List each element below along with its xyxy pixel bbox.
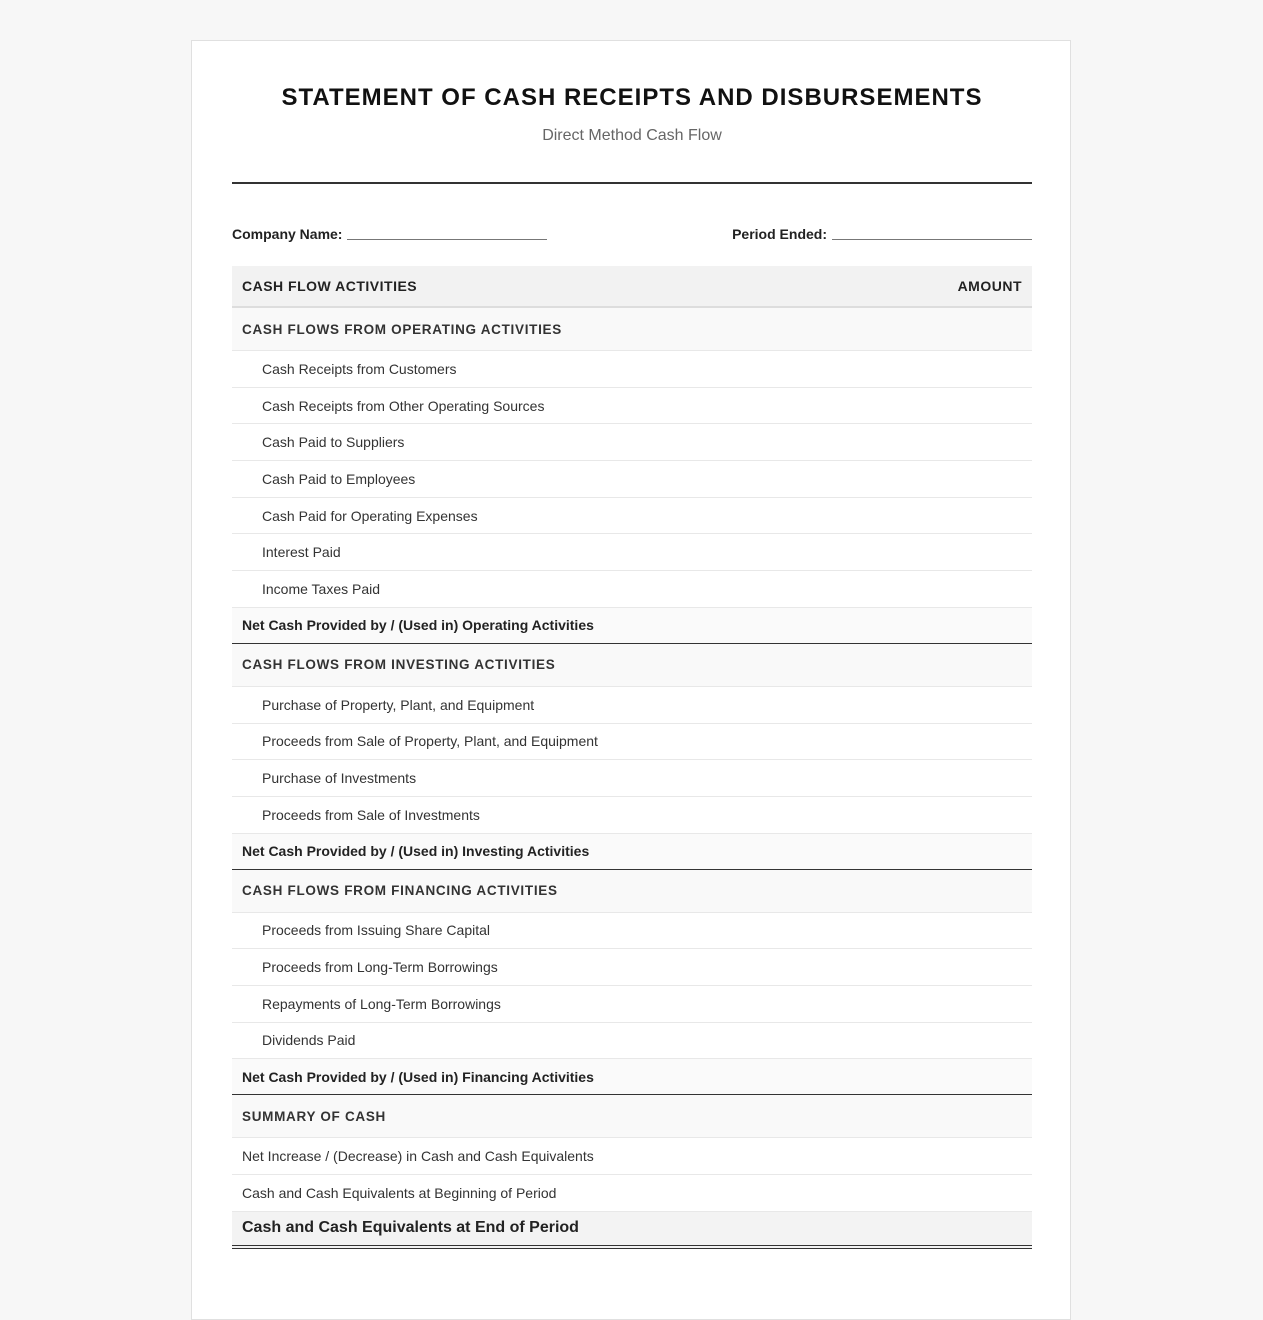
cash-flow-table <box>232 266 1032 1249</box>
row-label: Repayments of Long-Term Borrowings <box>262 995 501 1012</box>
column-header-activities: CASH FLOW ACTIVITIES <box>242 278 418 294</box>
column-header-amount: AMOUNT <box>957 278 1022 294</box>
table-row <box>232 1138 1032 1175</box>
section-label: SUMMARY OF CASH <box>242 1108 387 1124</box>
section-label: CASH FLOWS FROM FINANCING ACTIVITIES <box>242 883 558 899</box>
table-row <box>232 461 1032 498</box>
row-label: Proceeds from Long-Term Borrowings <box>262 959 498 976</box>
company-name-field[interactable] <box>232 226 547 242</box>
row-label: Cash Paid to Suppliers <box>262 434 405 451</box>
table-row <box>232 949 1032 986</box>
row-label: Cash Paid for Operating Expenses <box>262 507 478 524</box>
period-ended-field[interactable] <box>732 226 1032 242</box>
net-financing-row <box>232 1059 1032 1095</box>
table-row <box>232 986 1032 1023</box>
section-heading-summary <box>232 1095 1032 1138</box>
table-row <box>232 571 1032 608</box>
table-row <box>232 534 1032 571</box>
company-name-line[interactable] <box>347 239 547 240</box>
section-label: CASH FLOWS FROM INVESTING ACTIVITIES <box>242 657 556 673</box>
row-label: Cash and Cash Equivalents at Beginning of Period <box>242 1184 557 1201</box>
row-label: Cash Paid to Employees <box>262 470 416 487</box>
period-ended-line[interactable] <box>832 239 1032 240</box>
row-label: Purchase of Investments <box>262 770 417 787</box>
table-header <box>232 266 1032 308</box>
row-label: Proceeds from Sale of Property, Plant, and Equipment <box>262 733 598 750</box>
period-ended-label: Period Ended: <box>732 226 827 242</box>
header-divider <box>232 182 1032 184</box>
row-label: Cash Receipts from Other Operating Sources <box>262 397 545 414</box>
row-label: Proceeds from Sale of Investments <box>262 806 480 823</box>
section-heading-investing <box>232 644 1032 687</box>
table-row <box>232 687 1032 724</box>
net-label: Net Cash Provided by / (Used in) Investing Activities <box>242 843 590 860</box>
table-row <box>232 1175 1032 1212</box>
row-label: Dividends Paid <box>262 1032 356 1049</box>
table-row <box>232 498 1032 535</box>
page-subtitle: Direct Method Cash Flow <box>542 127 722 144</box>
total-label: Cash and Cash Equivalents at End of Period <box>242 1219 579 1237</box>
row-label: Income Taxes Paid <box>262 580 381 597</box>
company-name-label: Company Name: <box>232 226 343 242</box>
row-label: Proceeds from Issuing Share Capital <box>262 922 490 939</box>
page-title: STATEMENT OF CASH RECEIPTS AND DISBURSEMENTS <box>281 84 983 111</box>
statement-sheet <box>191 40 1071 1320</box>
table-row <box>232 724 1032 761</box>
info-fields <box>232 226 1032 246</box>
ending-cash-row <box>232 1212 1032 1249</box>
table-row <box>232 913 1032 950</box>
table-row <box>232 797 1032 834</box>
net-investing-row <box>232 834 1032 870</box>
table-row <box>232 1023 1032 1060</box>
table-row <box>232 388 1032 425</box>
row-label: Purchase of Property, Plant, and Equipment <box>262 696 535 713</box>
table-row <box>232 424 1032 461</box>
table-row <box>232 351 1032 388</box>
net-label: Net Cash Provided by / (Used in) Operating Activities <box>242 617 594 634</box>
section-heading-operating <box>232 308 1032 351</box>
section-label: CASH FLOWS FROM OPERATING ACTIVITIES <box>242 321 562 337</box>
row-label: Net Increase / (Decrease) in Cash and Cash Equivalents <box>242 1148 594 1165</box>
table-row <box>232 760 1032 797</box>
row-label: Cash Receipts from Customers <box>262 360 457 377</box>
section-heading-financing <box>232 870 1032 913</box>
row-label: Interest Paid <box>262 544 341 561</box>
net-operating-row <box>232 608 1032 644</box>
net-label: Net Cash Provided by / (Used in) Financing Activities <box>242 1068 594 1085</box>
